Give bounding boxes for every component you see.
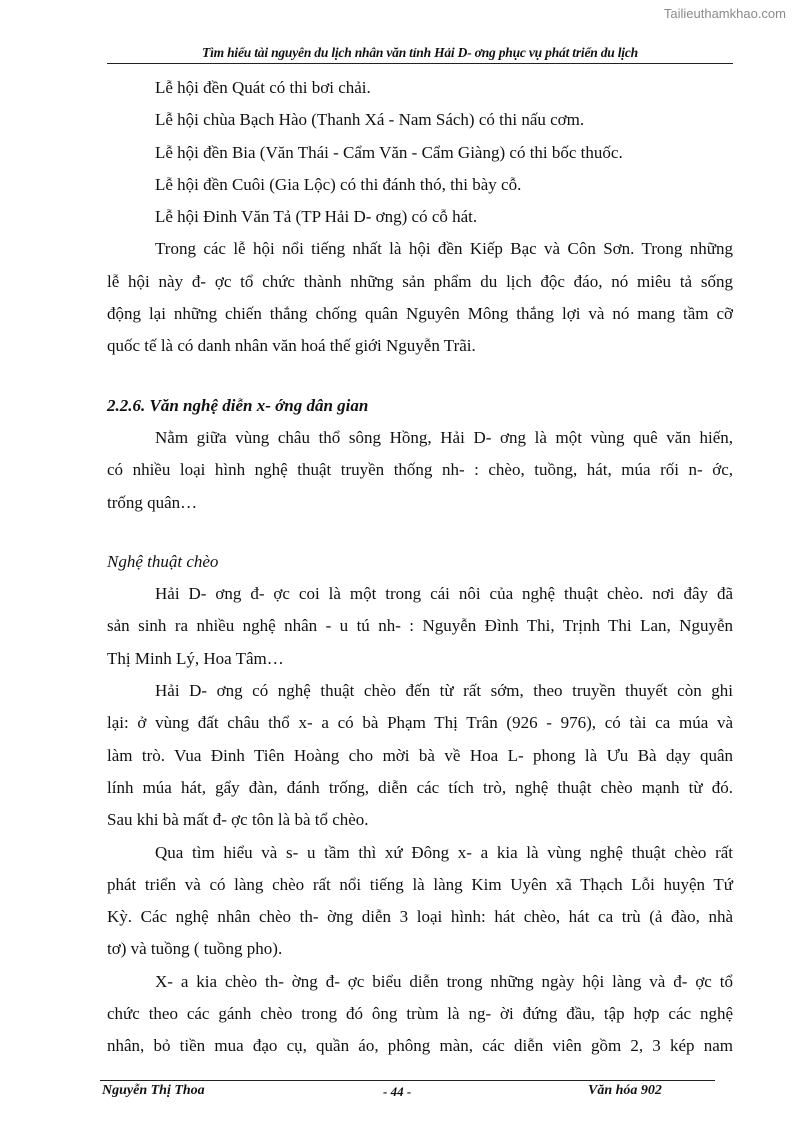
paragraph — [107, 578, 733, 675]
paragraph — [107, 72, 733, 104]
paragraph — [107, 675, 733, 836]
paragraph — [107, 837, 733, 966]
text-line: Nghệ thuật chèo — [107, 551, 219, 571]
text-line: Lễ hội đền Quát có thi bơi chải. — [155, 78, 371, 97]
paragraph — [107, 233, 733, 362]
paragraph — [107, 137, 733, 169]
section-spacer — [107, 519, 733, 546]
text-line: trống quân… — [107, 492, 198, 512]
text-line: chức theo các gánh chèo trong đó ông trùm là ng- ời đứng đầu, tập hợp các nghệ — [107, 1004, 733, 1024]
text-line: Lễ hội đền Bia (Văn Thái - Cẩm Văn - Cẩm Giàng) có thi bốc thuốc. — [155, 142, 623, 162]
text-line: Thị Minh Lý, Hoa Tâm… — [107, 648, 284, 668]
text-line: lại: ở vùng đất châu thổ x- a có bà Phạm Thị Trân (926 - 976), có tài ca múa và — [107, 713, 733, 733]
footer-page-number: - 44 - — [383, 1084, 412, 1099]
text-line: Kỳ. Các nghệ nhân chèo th- ờng diễn 3 loại hình: hát chèo, hát ca trù (ả đào, nhà — [107, 907, 733, 927]
footer-author: Nguyễn Thị Thoa — [102, 1083, 205, 1098]
text-line: 2.2.6. Văn nghệ diễn x- ớng dân gian — [107, 395, 369, 415]
text-line: sản sinh ra nhiều nghệ nhân - u tú nh- : Nguyễn Đình Thi, Trịnh Thi Lan, Nguyễn — [107, 616, 733, 636]
section-heading — [107, 546, 733, 578]
text-line: quốc tế là có danh nhân văn hoá thế giới Nguyễn Trãi. — [107, 336, 476, 356]
text-line: Lễ hội chùa Bạch Hào (Thanh Xá - Nam Sách) có thi nấu cơm. — [155, 110, 585, 130]
text-line: Lễ hội đền Cuôi (Gia Lộc) có thi đánh thó, thi bày cỗ. — [155, 174, 522, 194]
section-heading — [107, 390, 733, 422]
section-spacer — [107, 363, 733, 390]
paragraph — [107, 201, 733, 233]
watermark: Tailieuthamkhao.com — [663, 6, 786, 21]
text-line: Hải D- ơng đ- ợc coi là một trong cái nôi của nghệ thuật chèo. nơi đây đã — [155, 584, 733, 604]
text-line: Hải D- ơng có nghệ thuật chèo đến từ rất sớm, theo truyền thuyết còn ghi — [155, 681, 733, 701]
text-line: lễ hội này đ- ợc tổ chức thành những sản phẩm du lịch độc đáo, nó miêu tả sống — [107, 271, 733, 291]
paragraph — [107, 169, 733, 201]
text-line: X- a kia chèo th- ờng đ- ợc biểu diễn trong những ngày hội làng và đ- ợc tổ — [155, 971, 733, 991]
text-line: lính múa hát, gẩy đàn, đánh trống, diễn các tích trò, nghệ thuật chèo mạnh từ đó. — [107, 777, 733, 797]
text-line: tơ) và tuồng ( tuồng pho). — [107, 939, 283, 959]
document-body — [107, 72, 733, 1063]
running-footer — [100, 1080, 715, 1099]
text-line: Sau khi bà mất đ- ợc tôn là bà tổ chèo. — [107, 810, 369, 830]
text-line: nhân, bỏ tiền mua đạo cụ, quần áo, phông màn, các diễn viên gồm 2, 3 kép nam — [107, 1036, 733, 1056]
text-line: Lễ hội Đinh Văn Tả (TP Hải D- ơng) có cỗ hát. — [155, 207, 478, 227]
paragraph — [107, 966, 733, 1063]
text-line: Qua tìm hiểu và s- u tầm thì xứ Đông x- a kia là vùng nghệ thuật chèo rất — [155, 842, 733, 862]
paragraph — [107, 422, 733, 519]
text-line: làm trò. Vua Đinh Tiên Hoàng cho mời bà về Hoa L- phong là Ưu Bà dạy quân — [107, 745, 733, 765]
text-line: Trong các lễ hội nổi tiếng nhất là hội đền Kiếp Bạc và Côn Sơn. Trong những — [155, 239, 733, 259]
text-line: Nằm giữa vùng châu thổ sông Hồng, Hải D- ơng là một vùng quê văn hiến, — [155, 427, 733, 447]
text-line: phát triển và có làng chèo rất nổi tiếng là làng Kim Uyên xã Thạch Lỗi huyện Tứ — [107, 874, 733, 894]
text-line: có nhiều loại hình nghệ thuật truyền thống nh- : chèo, tuồng, hát, múa rối n- ớc, — [107, 460, 733, 480]
paragraph — [107, 104, 733, 136]
footer-course: Văn hóa 902 — [588, 1083, 662, 1098]
running-header: Tìm hiểu tài nguyên du lịch nhân văn tỉnh Hải D- ơng phục vụ phát triển du lịch — [107, 45, 733, 64]
text-line: động lại những chiến thắng chống quân Nguyên Mông thắng lợi và nó mang tầm cỡ — [107, 304, 733, 324]
